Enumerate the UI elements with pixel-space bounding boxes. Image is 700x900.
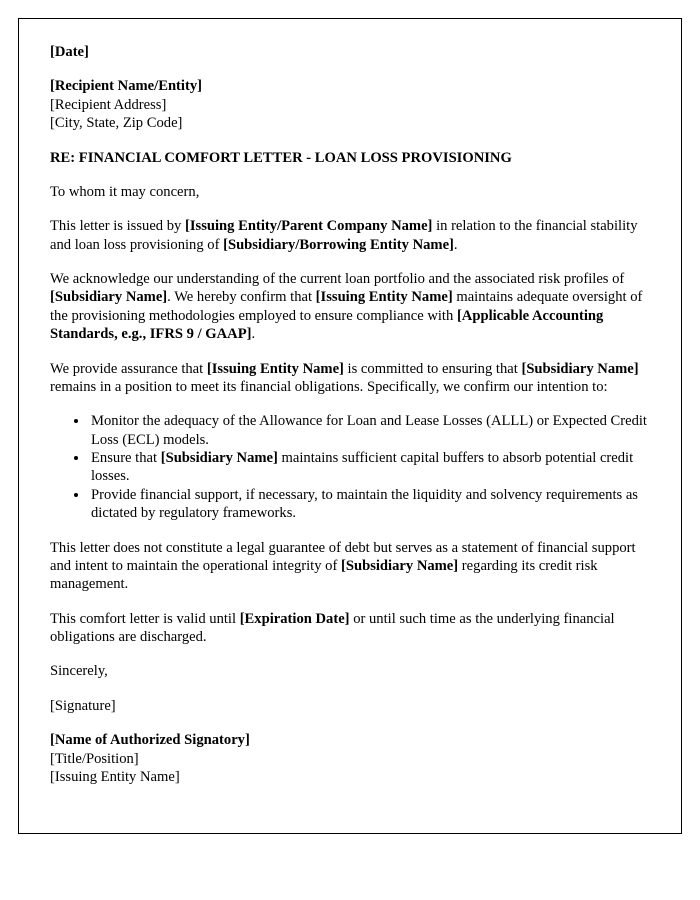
signoff: Sincerely, (50, 663, 108, 680)
salutation: To whom it may concern, (50, 183, 200, 200)
recipient-city-line: [City, State, Zip Code] (50, 115, 183, 132)
subject-line: RE: FINANCIAL COMFORT LETTER - LOAN LOSS PROVISIONING (50, 149, 512, 166)
recipient-block (50, 77, 650, 132)
intentions-list (50, 412, 650, 522)
recipient-name: [Recipient Name/Entity] (50, 78, 202, 95)
bullet-item-monitor: • Monitor the adequacy of the Allowance for Loan and Lease Losses (ALLL) or Expected Credit Loss (ECL) models. (89, 412, 650, 449)
date-line: [Date] (50, 44, 89, 60)
paragraph-disclaimer: This letter does not constitute a legal guarantee of debt but serves as a statement of financial support and intent to maintain the operational integrity of [Subsidiary Name] regarding its credit risk management. (50, 539, 636, 593)
bullet-item-provide: • Provide financial support, if necessary, to maintain the liquidity and solvency requirements as dictated by regulatory frameworks. (89, 486, 650, 523)
signatory-entity: [Issuing Entity Name] (50, 768, 180, 785)
recipient-address: [Recipient Address] (50, 96, 167, 113)
paragraph-assurance: We provide assurance that [Issuing Entity Name] is committed to ensuring that [Subsidiary Name] remains in a position to meet its financial obligations. Specifically, we confirm our intention to: (50, 360, 639, 395)
signature-placeholder: [Signature] (50, 697, 116, 714)
signatory-block (50, 731, 650, 786)
signatory-title: [Title/Position] (50, 750, 139, 767)
paragraph-issued-by: This letter is issued by [Issuing Entity/Parent Company Name] in relation to the financial stability and loan loss provisioning of [Subsidiary/Borrowing Entity Name]. (50, 218, 638, 253)
letter-page (18, 18, 682, 834)
letter-content (19, 19, 681, 786)
paragraph-validity: This comfort letter is valid until [Expiration Date] or until such time as the underlying financial obligations are discharged. (50, 610, 615, 645)
bullet-item-ensure: • Ensure that [Subsidiary Name] maintains sufficient capital buffers to absorb potential credit losses. (89, 449, 650, 486)
paragraph-acknowledge: We acknowledge our understanding of the current loan portfolio and the associated risk profiles of [Subsidiary Name]. We hereby confirm that [Issuing Entity Name] maintains adequate oversight of the provisioning methodologies employed to ensure compliance with [Applicable Accounting Standards, e.g., IFRS 9 / GAAP]. (50, 271, 643, 343)
signatory-name: [Name of Authorized Signatory] (50, 732, 250, 749)
